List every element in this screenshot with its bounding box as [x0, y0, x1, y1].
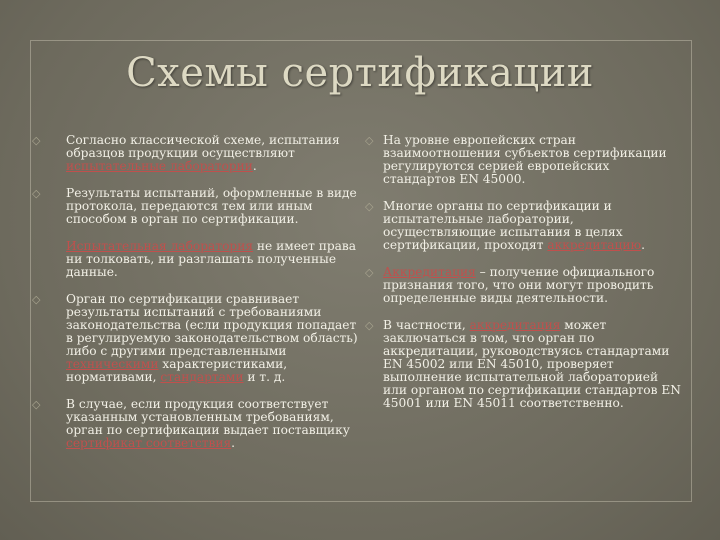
link-testing-lab[interactable]: Испытательная лаборатория	[66, 239, 254, 253]
link-standards[interactable]: стандартами	[160, 370, 244, 384]
bullet-left-4	[30, 293, 360, 384]
bullet-text: Результаты испытаний, оформленные в виде протокола, передаются тем или иным способом в орган по сертификации.	[66, 186, 357, 226]
bullet-right-1	[365, 134, 685, 186]
bullet-text: В случае, если продукция соответствует указанным установленным требованиям, орган по сертификации выдает поставщику	[66, 397, 350, 437]
bullet-text: Орган по сертификации сравнивает результаты испытаний с требованиями законодательства (если продукция попадает в регулируемую законодательством область) либо с другими представленными	[66, 292, 358, 358]
diamond-bullet-icon: ◇	[365, 134, 374, 147]
link-accreditation[interactable]: аккредитацию	[547, 238, 642, 252]
diamond-bullet-icon: ◇	[365, 319, 374, 332]
bullet-text: Многие органы по сертификации и испытательные лаборатории, осуществляющие испытания в целях сертификации, проходят	[383, 199, 623, 252]
left-column	[30, 134, 360, 464]
bullet-right-2	[365, 200, 685, 252]
link-accreditation-def[interactable]: Аккредитация	[383, 265, 476, 279]
diamond-bullet-icon: ◇	[365, 266, 374, 279]
diamond-bullet-icon: ◇	[32, 293, 41, 306]
bullet-text: и т. д.	[243, 370, 286, 384]
bullet-right-4	[365, 319, 685, 410]
link-technical[interactable]: техническими	[66, 357, 159, 371]
bullet-left-1	[30, 134, 360, 173]
bullet-text: .	[231, 436, 236, 450]
link-accreditation-2[interactable]: аккредитация	[469, 318, 561, 332]
link-certificate[interactable]: сертификат соответствия	[66, 436, 232, 450]
diamond-bullet-icon: ◇	[32, 134, 41, 147]
bullet-text: может заключаться в том, что орган по аккредитации, руководствуясь стандартами EN 45002 или EN 45010, проверяет выполнение испытательной лабораторией или органом по сертификации стандартов EN 45001 или EN 45011 соответственно.	[383, 318, 681, 410]
bullet-text: На уровне европейских стран взаимоотношения субъектов сертификации регулируются серией европейских стандартов EN 45000.	[383, 133, 667, 186]
right-column	[365, 134, 685, 424]
bullet-left-2	[30, 187, 360, 226]
bullet-right-3	[365, 266, 685, 305]
diamond-bullet-icon: ◇	[32, 187, 41, 200]
bullet-text: .	[252, 159, 257, 173]
bullet-text: Согласно классической схеме, испытания образцов продукции осуществляют	[66, 133, 340, 160]
bullet-left-5	[30, 398, 360, 450]
bullet-text: не имеет права ни толковать, ни разглашать полученные данные.	[66, 239, 357, 279]
diamond-bullet-icon: ◇	[365, 200, 374, 213]
bullet-text: – получение официального признания того, что они могут проводить определенные виды деятельности.	[383, 265, 655, 305]
bullet-left-3	[30, 240, 360, 279]
bullet-text: В частности,	[383, 318, 470, 332]
bullet-text: .	[641, 238, 645, 252]
bullet-text: характеристиками, нормативами,	[66, 357, 288, 384]
link-testing-labs[interactable]: испытательные лаборатории	[66, 159, 253, 173]
slide-title: Схемы сертификации	[126, 50, 594, 96]
diamond-bullet-icon: ◇	[32, 398, 41, 411]
